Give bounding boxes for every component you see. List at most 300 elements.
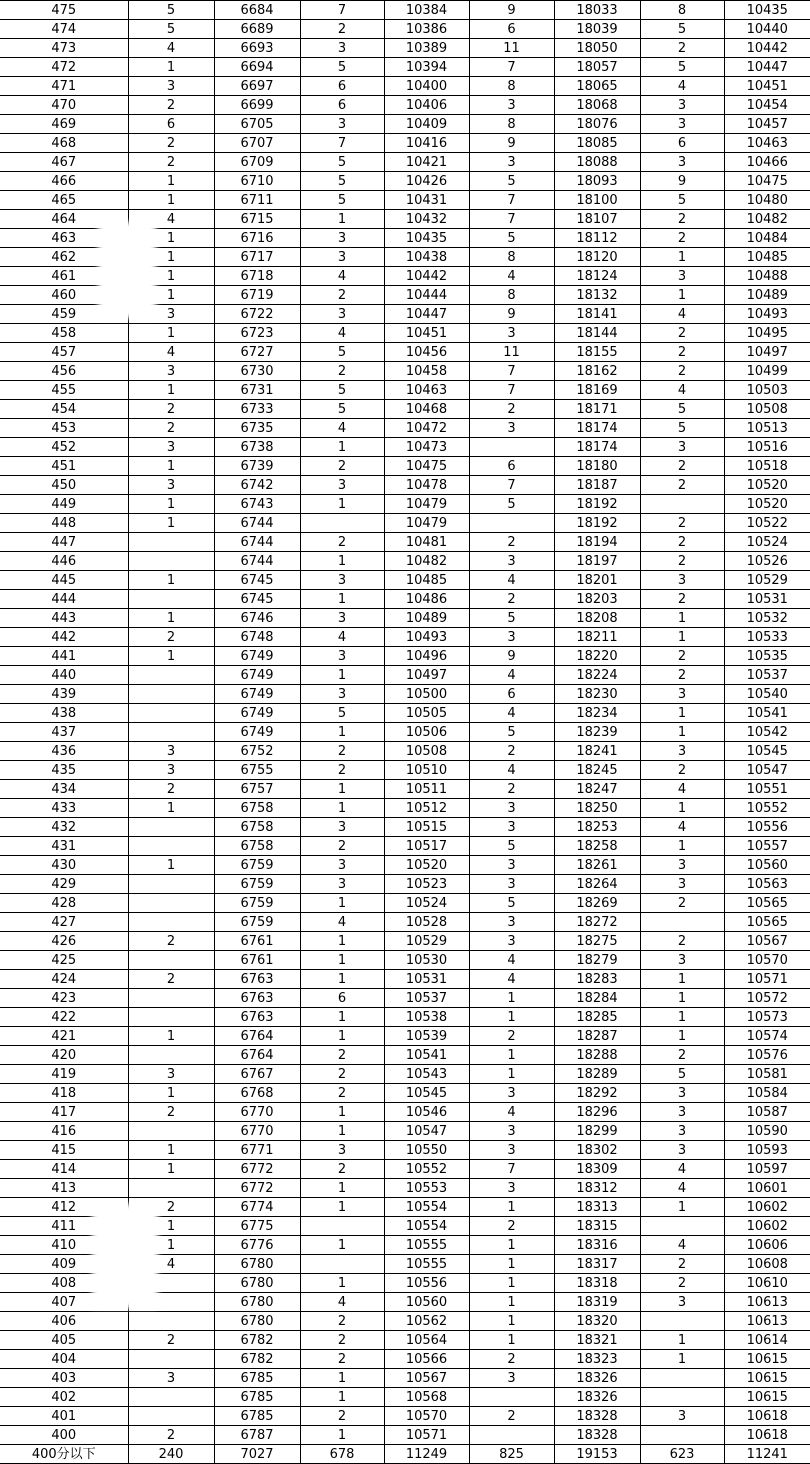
table-cell: 8 bbox=[469, 77, 554, 96]
table-cell bbox=[128, 989, 214, 1008]
table-cell bbox=[128, 552, 214, 571]
table-cell: 11249 bbox=[384, 1445, 469, 1464]
table-cell: 18155 bbox=[554, 343, 640, 362]
table-cell: 4 bbox=[469, 970, 554, 989]
table-cell: 10565 bbox=[724, 894, 810, 913]
table-row bbox=[0, 1046, 810, 1065]
table-cell: 3 bbox=[640, 875, 724, 894]
table-cell: 10517 bbox=[384, 837, 469, 856]
table-cell: 3 bbox=[469, 1179, 554, 1198]
table-cell: 8 bbox=[469, 286, 554, 305]
table-row bbox=[0, 685, 810, 704]
table-cell: 3 bbox=[469, 324, 554, 343]
table-cell bbox=[640, 495, 724, 514]
table-cell: 10497 bbox=[724, 343, 810, 362]
table-cell: 18208 bbox=[554, 609, 640, 628]
score-cell: 465 bbox=[0, 191, 128, 210]
table-cell: 3 bbox=[300, 875, 384, 894]
table-cell: 4 bbox=[469, 1103, 554, 1122]
table-cell: 2 bbox=[128, 932, 214, 951]
table-cell: 3 bbox=[469, 1141, 554, 1160]
table-cell: 10524 bbox=[384, 894, 469, 913]
table-row bbox=[0, 533, 810, 552]
table-cell: 10562 bbox=[384, 1312, 469, 1331]
table-cell: 10545 bbox=[724, 742, 810, 761]
score-cell: 468 bbox=[0, 134, 128, 153]
table-cell: 3 bbox=[469, 1084, 554, 1103]
table-cell: 2 bbox=[640, 210, 724, 229]
table-cell: 10618 bbox=[724, 1407, 810, 1426]
table-cell: 7 bbox=[469, 476, 554, 495]
table-row bbox=[0, 457, 810, 476]
table-cell: 1 bbox=[128, 172, 214, 191]
table-cell: 3 bbox=[300, 571, 384, 590]
table-cell: 2 bbox=[300, 837, 384, 856]
table-cell: 10518 bbox=[724, 457, 810, 476]
score-cell: 416 bbox=[0, 1122, 128, 1141]
table-cell: 10610 bbox=[724, 1274, 810, 1293]
table-cell: 4 bbox=[640, 1236, 724, 1255]
table-cell: 6705 bbox=[214, 115, 300, 134]
table-cell: 3 bbox=[469, 818, 554, 837]
table-cell: 10512 bbox=[384, 799, 469, 818]
table-cell: 10572 bbox=[724, 989, 810, 1008]
table-cell: 10541 bbox=[384, 1046, 469, 1065]
table-cell: 10535 bbox=[724, 647, 810, 666]
table-cell: 2 bbox=[300, 742, 384, 761]
table-cell: 10386 bbox=[384, 20, 469, 39]
table-cell: 2 bbox=[300, 1312, 384, 1331]
table-cell: 6743 bbox=[214, 495, 300, 514]
table-cell: 6715 bbox=[214, 210, 300, 229]
score-cell: 435 bbox=[0, 761, 128, 780]
score-cell: 424 bbox=[0, 970, 128, 989]
table-cell: 5 bbox=[469, 229, 554, 248]
table-cell: 6717 bbox=[214, 248, 300, 267]
table-cell: 18187 bbox=[554, 476, 640, 495]
score-cell: 419 bbox=[0, 1065, 128, 1084]
table-cell: 10574 bbox=[724, 1027, 810, 1046]
table-cell: 10553 bbox=[384, 1179, 469, 1198]
table-row bbox=[0, 58, 810, 77]
table-cell: 5 bbox=[469, 609, 554, 628]
table-cell: 3 bbox=[128, 476, 214, 495]
score-cell: 418 bbox=[0, 1084, 128, 1103]
table-cell: 1 bbox=[640, 286, 724, 305]
table-cell: 10545 bbox=[384, 1084, 469, 1103]
table-cell: 18144 bbox=[554, 324, 640, 343]
table-cell: 4 bbox=[300, 324, 384, 343]
table-cell: 2 bbox=[300, 1084, 384, 1103]
table-row bbox=[0, 723, 810, 742]
table-cell: 2 bbox=[469, 780, 554, 799]
table-cell: 4 bbox=[128, 39, 214, 58]
table-row bbox=[0, 1084, 810, 1103]
table-cell: 10554 bbox=[384, 1198, 469, 1217]
table-cell: 2 bbox=[640, 590, 724, 609]
score-cell: 413 bbox=[0, 1179, 128, 1198]
table-cell: 10613 bbox=[724, 1312, 810, 1331]
table-cell: 18234 bbox=[554, 704, 640, 723]
table-cell: 10567 bbox=[384, 1369, 469, 1388]
table-cell: 1 bbox=[128, 58, 214, 77]
table-cell: 18197 bbox=[554, 552, 640, 571]
table-cell: 1 bbox=[300, 495, 384, 514]
table-cell: 18321 bbox=[554, 1331, 640, 1350]
score-cell: 400 bbox=[0, 1426, 128, 1445]
score-cell: 461 bbox=[0, 267, 128, 286]
table-cell: 3 bbox=[640, 1103, 724, 1122]
table-row bbox=[0, 552, 810, 571]
table-cell bbox=[128, 666, 214, 685]
table-cell: 4 bbox=[469, 267, 554, 286]
table-cell: 1 bbox=[640, 723, 724, 742]
table-cell: 4 bbox=[300, 1293, 384, 1312]
table-cell: 6787 bbox=[214, 1426, 300, 1445]
table-cell: 18258 bbox=[554, 837, 640, 856]
table-cell: 6780 bbox=[214, 1312, 300, 1331]
table-cell: 1 bbox=[640, 1198, 724, 1217]
table-row bbox=[0, 39, 810, 58]
table-row bbox=[0, 647, 810, 666]
table-cell: 6 bbox=[469, 457, 554, 476]
table-cell: 3 bbox=[640, 267, 724, 286]
table-cell: 6758 bbox=[214, 799, 300, 818]
table-cell: 6764 bbox=[214, 1046, 300, 1065]
table-cell: 10555 bbox=[384, 1255, 469, 1274]
table-row bbox=[0, 191, 810, 210]
table-cell: 6744 bbox=[214, 514, 300, 533]
table-cell: 1 bbox=[128, 1027, 214, 1046]
table-cell bbox=[128, 894, 214, 913]
table-cell: 5 bbox=[640, 419, 724, 438]
table-cell: 18171 bbox=[554, 400, 640, 419]
table-row bbox=[0, 324, 810, 343]
table-cell: 18076 bbox=[554, 115, 640, 134]
table-row bbox=[0, 153, 810, 172]
table-cell: 1 bbox=[128, 1160, 214, 1179]
table-cell: 6758 bbox=[214, 818, 300, 837]
table-cell: 3 bbox=[128, 742, 214, 761]
table-cell: 3 bbox=[640, 1407, 724, 1426]
table-row bbox=[0, 951, 810, 970]
score-cell: 406 bbox=[0, 1312, 128, 1331]
table-cell: 3 bbox=[469, 1369, 554, 1388]
score-cell: 446 bbox=[0, 552, 128, 571]
table-cell: 4 bbox=[640, 77, 724, 96]
score-cell: 400分以下 bbox=[0, 1445, 128, 1464]
table-cell: 18180 bbox=[554, 457, 640, 476]
table-cell bbox=[128, 875, 214, 894]
table-cell bbox=[469, 514, 554, 533]
table-cell bbox=[469, 438, 554, 457]
table-cell: 5 bbox=[640, 1065, 724, 1084]
table-cell: 3 bbox=[300, 609, 384, 628]
table-cell: 1 bbox=[640, 704, 724, 723]
table-cell: 2 bbox=[640, 761, 724, 780]
table-cell: 6745 bbox=[214, 571, 300, 590]
table-cell: 5 bbox=[128, 1, 214, 20]
table-cell: 2 bbox=[300, 1160, 384, 1179]
table-cell: 18264 bbox=[554, 875, 640, 894]
table-cell: 1 bbox=[640, 609, 724, 628]
table-cell: 6782 bbox=[214, 1331, 300, 1350]
table-cell bbox=[128, 1179, 214, 1198]
table-cell: 10546 bbox=[384, 1103, 469, 1122]
table-cell: 6711 bbox=[214, 191, 300, 210]
table-cell: 10421 bbox=[384, 153, 469, 172]
score-cell: 439 bbox=[0, 685, 128, 704]
table-cell: 18100 bbox=[554, 191, 640, 210]
table-cell: 10485 bbox=[724, 248, 810, 267]
table-cell: 2 bbox=[469, 1027, 554, 1046]
table-cell: 6785 bbox=[214, 1369, 300, 1388]
table-cell: 8 bbox=[640, 1, 724, 20]
table-cell: 10523 bbox=[384, 875, 469, 894]
table-cell: 10513 bbox=[724, 419, 810, 438]
score-cell: 438 bbox=[0, 704, 128, 723]
score-cell: 456 bbox=[0, 362, 128, 381]
table-row bbox=[0, 172, 810, 191]
table-cell: 18169 bbox=[554, 381, 640, 400]
table-cell: 10554 bbox=[384, 1217, 469, 1236]
table-cell: 3 bbox=[300, 248, 384, 267]
table-row bbox=[0, 628, 810, 647]
table-cell: 6774 bbox=[214, 1198, 300, 1217]
table-cell bbox=[640, 1369, 724, 1388]
table-cell: 11 bbox=[469, 39, 554, 58]
table-cell: 1 bbox=[640, 1350, 724, 1369]
table-cell: 18253 bbox=[554, 818, 640, 837]
table-cell: 2 bbox=[128, 1103, 214, 1122]
table-cell: 1 bbox=[469, 1312, 554, 1331]
table-cell: 10520 bbox=[724, 476, 810, 495]
table-cell: 10505 bbox=[384, 704, 469, 723]
table-row bbox=[0, 1, 810, 20]
table-cell: 4 bbox=[640, 305, 724, 324]
table-cell: 3 bbox=[640, 96, 724, 115]
table-cell: 10473 bbox=[384, 438, 469, 457]
table-cell: 10522 bbox=[724, 514, 810, 533]
table-cell: 6763 bbox=[214, 1008, 300, 1027]
table-cell: 10541 bbox=[724, 704, 810, 723]
table-cell: 10466 bbox=[724, 153, 810, 172]
table-cell: 18162 bbox=[554, 362, 640, 381]
table-cell: 2 bbox=[640, 1255, 724, 1274]
table-cell: 2 bbox=[640, 343, 724, 362]
table-cell: 2 bbox=[300, 1407, 384, 1426]
table-cell: 18279 bbox=[554, 951, 640, 970]
table-cell: 10489 bbox=[384, 609, 469, 628]
table-cell: 6727 bbox=[214, 343, 300, 362]
table-cell: 2 bbox=[640, 533, 724, 552]
score-cell: 460 bbox=[0, 286, 128, 305]
table-cell: 10581 bbox=[724, 1065, 810, 1084]
table-cell: 6 bbox=[640, 134, 724, 153]
score-cell: 449 bbox=[0, 495, 128, 514]
score-cell: 474 bbox=[0, 20, 128, 39]
score-cell: 417 bbox=[0, 1103, 128, 1122]
score-cell: 422 bbox=[0, 1008, 128, 1027]
table-cell: 18326 bbox=[554, 1369, 640, 1388]
table-cell: 3 bbox=[469, 913, 554, 932]
table-cell bbox=[128, 1407, 214, 1426]
table-cell: 10510 bbox=[384, 761, 469, 780]
table-cell: 10615 bbox=[724, 1350, 810, 1369]
table-cell: 7027 bbox=[214, 1445, 300, 1464]
table-cell: 1 bbox=[640, 799, 724, 818]
table-cell: 10400 bbox=[384, 77, 469, 96]
table-cell: 2 bbox=[640, 552, 724, 571]
table-cell: 6770 bbox=[214, 1103, 300, 1122]
table-cell: 18328 bbox=[554, 1407, 640, 1426]
redaction-mark-lower bbox=[92, 1204, 158, 1308]
table-cell: 10613 bbox=[724, 1293, 810, 1312]
table-cell: 10520 bbox=[724, 495, 810, 514]
table-cell: 10602 bbox=[724, 1198, 810, 1217]
table-cell: 6731 bbox=[214, 381, 300, 400]
table-cell: 10547 bbox=[384, 1122, 469, 1141]
score-cell: 427 bbox=[0, 913, 128, 932]
table-cell: 2 bbox=[300, 1046, 384, 1065]
table-cell: 10568 bbox=[384, 1388, 469, 1407]
table-cell: 1 bbox=[300, 799, 384, 818]
score-cell: 403 bbox=[0, 1369, 128, 1388]
table-cell: 1 bbox=[128, 324, 214, 343]
table-cell: 5 bbox=[469, 495, 554, 514]
table-cell: 10431 bbox=[384, 191, 469, 210]
table-cell: 1 bbox=[300, 1103, 384, 1122]
table-cell: 10468 bbox=[384, 400, 469, 419]
table-cell: 5 bbox=[300, 343, 384, 362]
table-row bbox=[0, 609, 810, 628]
table-cell: 4 bbox=[469, 571, 554, 590]
table-cell: 6749 bbox=[214, 685, 300, 704]
table-cell: 6776 bbox=[214, 1236, 300, 1255]
table-cell: 10479 bbox=[384, 495, 469, 514]
table-cell: 10556 bbox=[384, 1274, 469, 1293]
table-cell: 10550 bbox=[384, 1141, 469, 1160]
table-cell: 10475 bbox=[724, 172, 810, 191]
table-cell: 18283 bbox=[554, 970, 640, 989]
table-cell: 18112 bbox=[554, 229, 640, 248]
table-cell bbox=[128, 1388, 214, 1407]
table-cell: 2 bbox=[128, 153, 214, 172]
table-cell: 18323 bbox=[554, 1350, 640, 1369]
table-cell: 2 bbox=[640, 457, 724, 476]
table-cell: 18050 bbox=[554, 39, 640, 58]
table-cell bbox=[128, 837, 214, 856]
table-cell: 4 bbox=[640, 780, 724, 799]
table-row bbox=[0, 419, 810, 438]
table-cell: 6699 bbox=[214, 96, 300, 115]
table-cell: 2 bbox=[128, 1426, 214, 1445]
table-cell: 10447 bbox=[384, 305, 469, 324]
table-row bbox=[0, 1331, 810, 1350]
table-cell: 10530 bbox=[384, 951, 469, 970]
table-cell: 3 bbox=[128, 1369, 214, 1388]
score-cell: 475 bbox=[0, 1, 128, 20]
table-cell: 10551 bbox=[724, 780, 810, 799]
table-cell: 18287 bbox=[554, 1027, 640, 1046]
table-cell: 1 bbox=[469, 1255, 554, 1274]
table-row bbox=[0, 742, 810, 761]
table-cell: 1 bbox=[300, 1369, 384, 1388]
table-cell: 10463 bbox=[724, 134, 810, 153]
table-row bbox=[0, 666, 810, 685]
score-cell: 436 bbox=[0, 742, 128, 761]
table-cell: 7 bbox=[469, 191, 554, 210]
table-cell: 1 bbox=[300, 780, 384, 799]
table-cell: 1 bbox=[300, 1236, 384, 1255]
table-cell: 2 bbox=[300, 286, 384, 305]
table-cell bbox=[128, 1008, 214, 1027]
table-cell: 18065 bbox=[554, 77, 640, 96]
score-cell: 425 bbox=[0, 951, 128, 970]
score-cell: 471 bbox=[0, 77, 128, 96]
score-cell: 426 bbox=[0, 932, 128, 951]
table-cell: 6738 bbox=[214, 438, 300, 457]
table-cell: 4 bbox=[300, 419, 384, 438]
table-cell: 10486 bbox=[384, 590, 469, 609]
table-cell: 4 bbox=[640, 381, 724, 400]
table-cell: 6757 bbox=[214, 780, 300, 799]
score-cell: 408 bbox=[0, 1274, 128, 1293]
table-cell: 1 bbox=[300, 210, 384, 229]
table-cell: 10496 bbox=[384, 647, 469, 666]
table-cell: 6763 bbox=[214, 970, 300, 989]
table-cell: 10482 bbox=[384, 552, 469, 571]
table-cell: 2 bbox=[469, 1407, 554, 1426]
table-cell: 10389 bbox=[384, 39, 469, 58]
table-cell: 18033 bbox=[554, 1, 640, 20]
table-row bbox=[0, 894, 810, 913]
table-cell: 10567 bbox=[724, 932, 810, 951]
table-cell bbox=[128, 913, 214, 932]
table-cell: 10570 bbox=[724, 951, 810, 970]
score-cell: 420 bbox=[0, 1046, 128, 1065]
table-cell: 18093 bbox=[554, 172, 640, 191]
score-cell: 429 bbox=[0, 875, 128, 894]
table-cell: 1 bbox=[300, 1179, 384, 1198]
score-cell: 434 bbox=[0, 780, 128, 799]
table-cell: 6746 bbox=[214, 609, 300, 628]
table-cell: 10484 bbox=[724, 229, 810, 248]
table-cell: 2 bbox=[128, 970, 214, 989]
table-cell: 7 bbox=[469, 210, 554, 229]
table-cell: 10537 bbox=[724, 666, 810, 685]
table-cell: 3 bbox=[128, 362, 214, 381]
table-cell: 1 bbox=[469, 989, 554, 1008]
table-cell: 3 bbox=[640, 1141, 724, 1160]
table-row bbox=[0, 134, 810, 153]
table-cell: 3 bbox=[300, 1141, 384, 1160]
score-cell: 466 bbox=[0, 172, 128, 191]
table-cell: 2 bbox=[640, 894, 724, 913]
table-cell: 1 bbox=[469, 1293, 554, 1312]
table-cell: 11241 bbox=[724, 1445, 810, 1464]
table-row bbox=[0, 1122, 810, 1141]
table-cell: 8 bbox=[469, 115, 554, 134]
table-cell: 3 bbox=[640, 1293, 724, 1312]
table-cell: 6759 bbox=[214, 856, 300, 875]
table-cell: 18275 bbox=[554, 932, 640, 951]
table-cell: 10472 bbox=[384, 419, 469, 438]
table-cell: 10456 bbox=[384, 343, 469, 362]
table-cell: 2 bbox=[300, 533, 384, 552]
table-cell: 1 bbox=[128, 495, 214, 514]
table-total-row bbox=[0, 1445, 810, 1464]
